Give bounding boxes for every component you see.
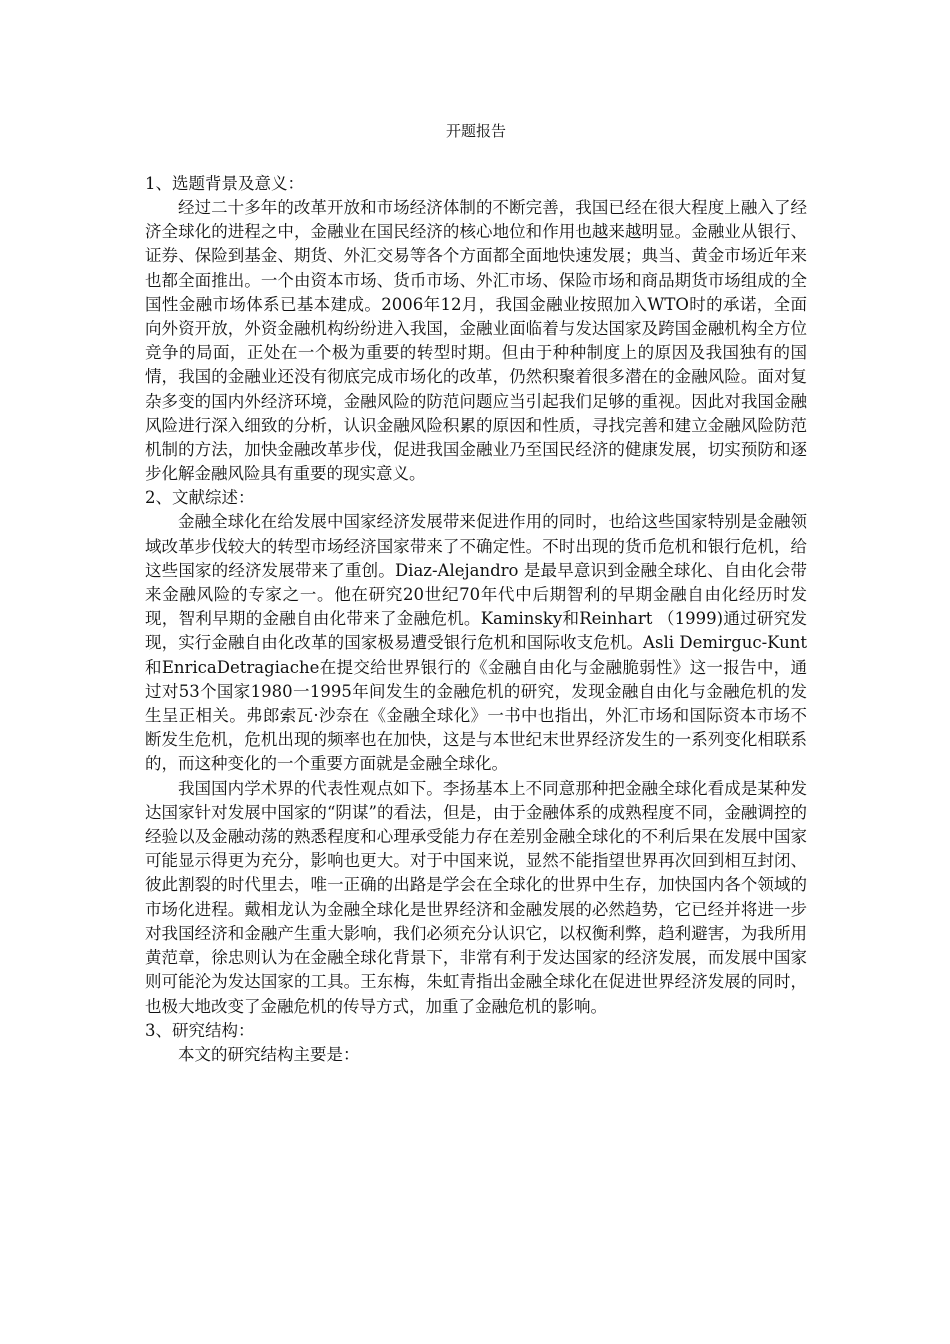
- section-heading: 2、文献综述：: [145, 488, 255, 508]
- document-title: 开题报告: [445, 122, 506, 140]
- paragraph: 本文的研究结构主要是：: [178, 1044, 360, 1064]
- paragraph: 我国国内学术界的代表性观点如下。李扬基本上不同意那种把金融全球化看成是某种发达国家针对发展中国家的“阴谋”的看法，但是，由于金融体系的成熟程度不同，金融调控的经验以及金融动荡的熟悉程度和心理承受能力存在差别金融全球化的不利后果在发展中国家可能显示得更为充分，影响也更大。对于中国来说，显然不能指望世界再次回到相互封闭、彼此割裂的时代里去，唯一正确的出路是学会在全球化的世界中生存，加快国内各个领域的市场化进程。戴相龙认为金融全球化是世界经济和金融发展的必然趋势，它已经并将进一步对我国经济和金融产生重大影响，我们必须充分认识它，以权衡利弊，趋利避害，为我所用黄范章，徐忠则认为在金融全球化背景下，非常有利于发达国家的经济发展，而发展中国家则可能沦为发达国家的工具。王东梅，朱虹青指出金融全球化在促进世界经济发展的同时，也极大地改变了金融危机的传导方式，加重了金融危机的影响。: [145, 778, 807, 1016]
- document-page: [145, 120, 807, 1067]
- section-literature-review: [145, 486, 807, 1018]
- paragraph: 金融全球化在给发展中国家经济发展带来促进作用的同时，也给这些国家特别是金融领域改革步伐较大的转型市场经济国家带来了不确定性。不时出现的货币危机和银行危机，给这些国家的经济发展带来了重创。Diaz-Alejandro 是最早意识到金融全球化、自由化会带来金融风险的专家之一。他在研究20世纪70年代中后期智利的早期金融自由化经历时发现，智利早期的金融自由化带来了金融危机。Kaminsky和Reinhart （1999)通过研究发现，实行金融自由化改革的国家极易遭受银行危机和国际收支危机。Asli Demirguc-Kunt 和EnricaDetragiache在提交给世界银行的《金融自由化与金融脆弱性》这一报告中，通过对53个国家1980一1995年间发生的金融危机的研究，发现金融自由化与金融危机的发生呈正相关。弗郎索瓦·沙奈在《金融全球化》一书中也指出，外汇市场和国际资本市场不断发生危机，危机出现的频率也在加快，这是与本世纪末世界经济发生的一系列变化相联系的，而这种变化的一个重要方面就是金融全球化。: [145, 512, 807, 774]
- paragraph: 经过二十多年的改革开放和市场经济体制的不断完善，我国已经在很大程度上融入了经济全球化的进程之中，金融业在国民经济的核心地位和作用也越来越明显。金融业从银行、证券、保险到基金、期货、外汇交易等各个方面都全面地快速发展；典当、黄金市场近年来也都全面推出。一个由资本市场、货币市场、外汇市场、保险市场和商品期货市场组成的全国性金融市场体系已基本建成。2006年12月，我国金融业按照加入WTO时的承诺，全面向外资开放，外资金融机构纷纷进入我国，金融业面临着与发达国家及跨国金融机构全方位竞争的局面，正处在一个极为重要的转型时期。但由于种种制度上的原因及我国独有的国情，我国的金融业还没有彻底完成市场化的改革，仍然积聚着很多潜在的金融风险。面对复杂多变的国内外经济环境，金融风险的防范问题应当引起我们足够的重视。因此对我国金融风险进行深入细致的分析，认识金融风险积累的原因和性质，寻找完善和建立金融风险防范机制的方法，加快金融改革步伐，促进我国金融业乃至国民经济的健康发展，切实预防和逐步化解金融风险具有重要的现实意义。: [145, 198, 807, 484]
- section-heading: 1、选题背景及意义：: [145, 174, 304, 193]
- section-research-structure: [145, 1019, 807, 1067]
- section-background: [145, 172, 807, 486]
- section-heading: 3、研究结构：: [145, 1020, 255, 1040]
